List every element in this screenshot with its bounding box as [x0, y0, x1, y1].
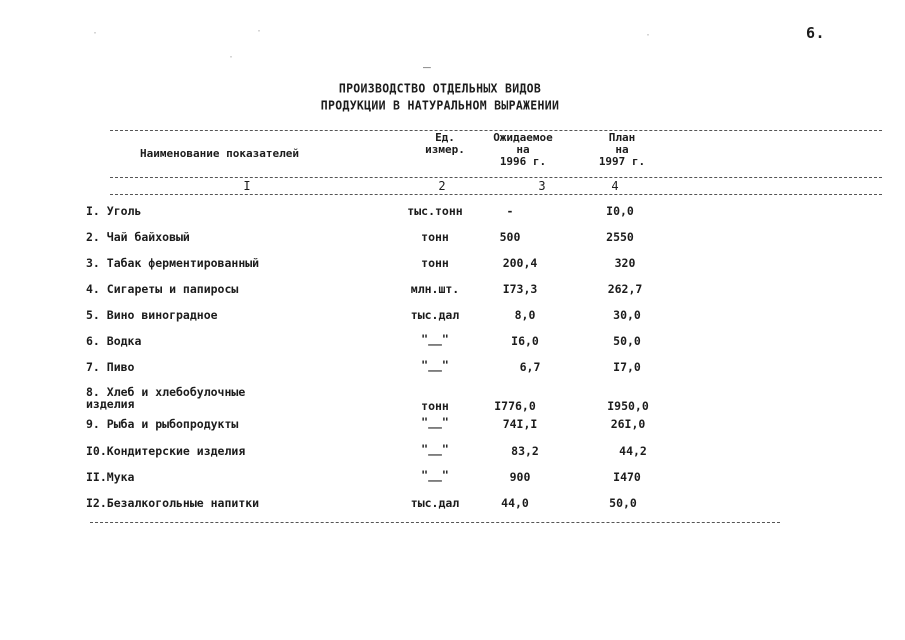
row-expected: 900	[509, 470, 531, 484]
row-expected: 500	[499, 230, 521, 244]
row-plan: 2550	[606, 230, 634, 244]
table-numbers-rule	[110, 194, 882, 195]
row-expected: I776,0	[494, 399, 536, 413]
row-plan: 320	[614, 256, 636, 270]
row-unit: тонн	[421, 256, 449, 270]
row-label: 3. Табак ферментированный	[86, 256, 260, 270]
table-bottom-rule	[90, 522, 780, 523]
row-label: 5. Вино виноградное	[86, 308, 218, 322]
row-unit: "__"	[421, 332, 449, 346]
row-unit: "__"	[421, 442, 449, 456]
row-label: 4. Сигареты и папиросы	[86, 282, 239, 296]
row-unit: тыс.тонн	[407, 204, 463, 218]
row-label: I2.Безалкогольные напитки	[86, 496, 260, 510]
column-number: 4	[611, 179, 619, 193]
scan-speck: ·	[256, 26, 263, 37]
header-name: Наименование показателей	[140, 147, 299, 160]
row-expected: 200,4	[502, 256, 538, 270]
row-expected: 74I,I	[502, 417, 538, 431]
row-unit: млн.шт.	[410, 282, 460, 296]
row-label: 2. Чай байховый	[86, 230, 190, 244]
row-plan: 44,2	[619, 444, 647, 458]
row-label: 6. Водка	[86, 334, 142, 348]
table-header-rule	[110, 177, 882, 178]
row-unit: "__"	[421, 358, 449, 372]
row-plan: 50,0	[613, 334, 641, 348]
row-label: 8. Хлеб и хлебобулочные изделия	[86, 385, 246, 411]
row-plan: 26I,0	[610, 417, 646, 431]
row-plan: I0,0	[606, 204, 634, 218]
row-plan: 50,0	[609, 496, 637, 510]
row-plan: I7,0	[613, 360, 641, 374]
document-title-line-1: ПРОИЗВОДСТВО ОТДЕЛЬНЫХ ВИДОВ	[338, 80, 542, 96]
row-plan: 262,7	[607, 282, 643, 296]
row-plan: I470	[613, 470, 641, 484]
header-expected: Ожидаемое на 1996 г.	[493, 131, 553, 168]
document-title-line-2: ПРОДУКЦИИ В НАТУРАЛЬНОМ ВЫРАЖЕНИИ	[320, 97, 560, 113]
row-label: I. Уголь	[86, 204, 142, 218]
row-unit: тонн	[421, 230, 449, 244]
row-unit: тонн	[421, 399, 449, 413]
column-number: 2	[438, 179, 446, 193]
row-expected: 83,2	[511, 444, 539, 458]
row-label: 9. Рыба и рыбопродукты	[86, 417, 239, 431]
row-label: II.Мука	[86, 470, 135, 484]
row-expected: 6,7	[519, 360, 541, 374]
row-expected: -	[506, 204, 514, 218]
scan-speck: ·	[645, 30, 652, 41]
row-label: 7. Пиво	[86, 360, 135, 374]
row-unit: тыс.дал	[410, 496, 460, 510]
row-unit: тыс.дал	[410, 308, 460, 322]
row-unit: "__"	[421, 415, 449, 429]
row-plan: 30,0	[613, 308, 641, 322]
scan-speck: ·	[228, 52, 235, 63]
row-expected: 8,0	[514, 308, 536, 322]
row-expected: I6,0	[511, 334, 539, 348]
row-label: I0.Кондитерские изделия	[86, 444, 246, 458]
row-unit: "__"	[421, 468, 449, 482]
row-expected: 44,0	[501, 496, 529, 510]
column-number: 3	[538, 179, 546, 193]
dash-mark: _	[423, 54, 431, 69]
column-number: I	[243, 179, 251, 193]
row-plan: I950,0	[607, 399, 649, 413]
row-expected: I73,3	[502, 282, 538, 296]
page-number: 6.	[806, 24, 826, 42]
header-plan: План на 1997 г.	[598, 131, 646, 168]
header-unit: Ед. измер.	[425, 131, 465, 156]
scan-speck: ·	[92, 28, 99, 39]
